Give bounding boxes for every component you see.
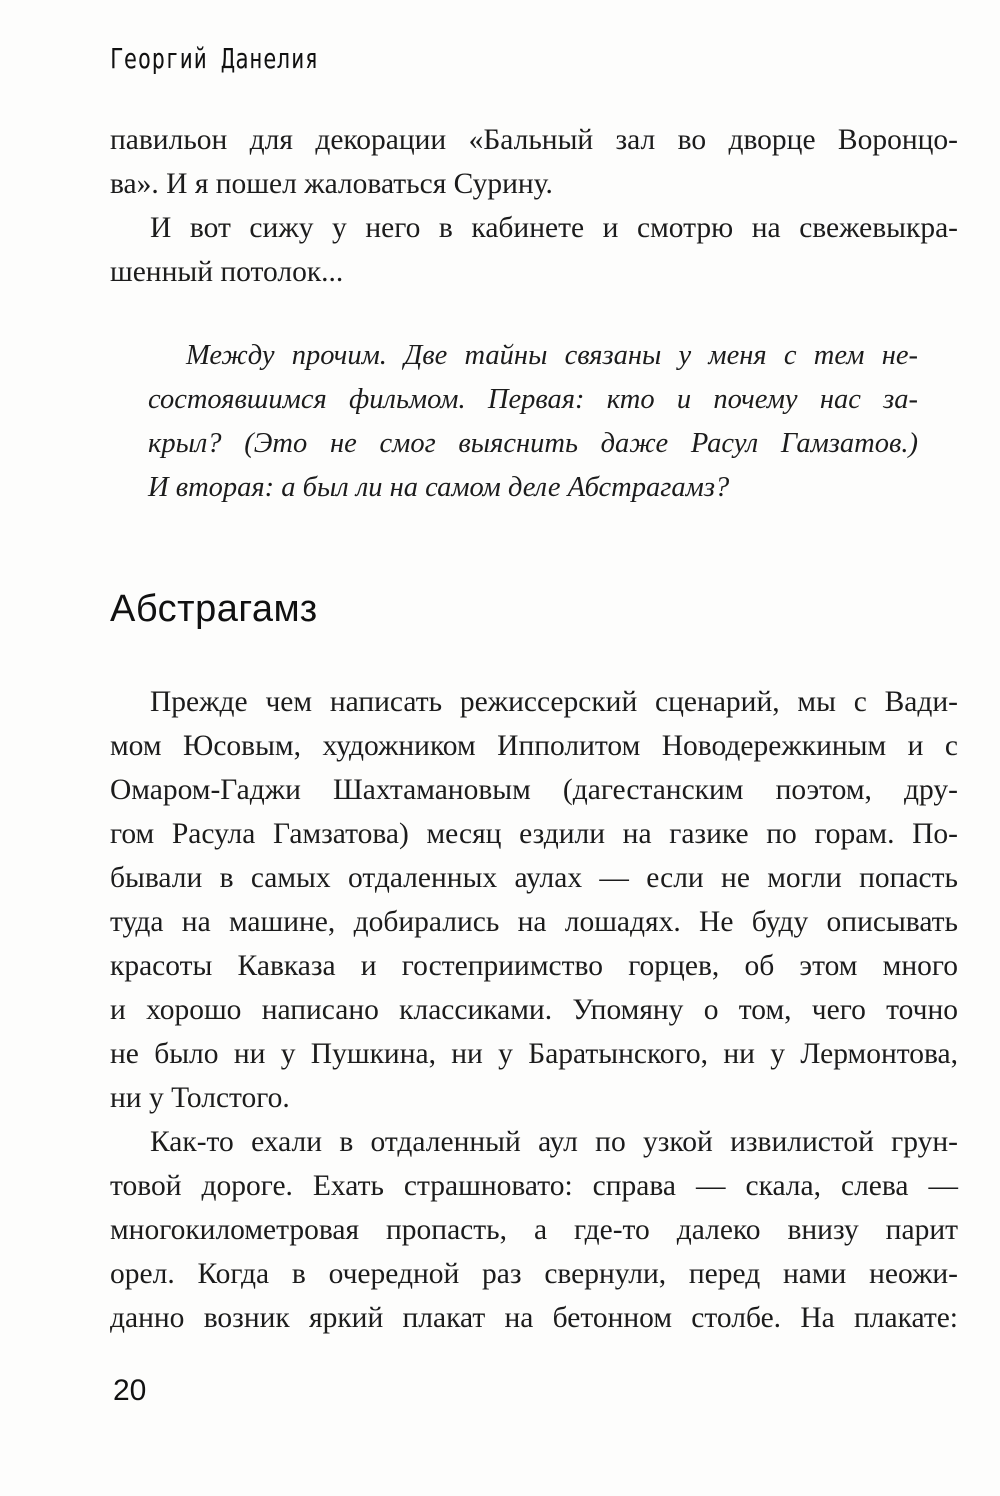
text-line: и хорошо написано классиками. Упомяну о том, чего точно [110,994,958,1026]
text-line: гом Расула Гамзатова) месяц ездили на газике по горам. По- [110,818,958,850]
text-line: Омаром-Гаджи Шахтамановым (дагестанским поэтом, дру- [110,774,958,806]
text-line: орел. Когда в очередной раз свернули, перед нами неожи- [110,1258,958,1290]
text-line: ва». И я пошел жаловаться Сурину. [110,168,553,200]
text-line: И вот сижу у него в кабинете и смотрю на свежевыкра- [150,212,958,244]
section-heading: Абстрагамз [110,588,318,630]
text-line: не было ни у Пушкина, ни у Баратынского, ни у Лермонтова, [110,1038,958,1070]
text-line: бывали в самых отдаленных аулах — если не могли попасть [110,862,958,894]
text-line: павильон для декорации «Бальный зал во дворце Воронцо- [110,124,958,156]
text-line: Прежде чем написать режиссерский сценарий, мы с Вади- [150,686,958,718]
text-line: данно возник яркий плакат на бетонном столбе. На плакате: [110,1302,958,1334]
aside-line: состоявшимся фильмом. Первая: кто и почему нас за- [148,384,918,415]
text-line: шенный потолок... [110,256,344,288]
text-line: ни у Толстого. [110,1082,290,1114]
text-line: Как-то ехали в отдаленный аул по узкой извилистой грун- [150,1126,958,1158]
text-line: товой дороге. Ехать страшновато: справа — скала, слева — [110,1170,958,1202]
text-line: туда на машине, добирались на лошадях. Не буду описывать [110,906,958,938]
page-number: 20 [113,1374,147,1407]
aside-line: Между прочим. Две тайны связаны у меня с тем не- [186,340,918,371]
text-line: многокилометровая пропасть, а где-то далеко внизу парит [110,1214,958,1246]
running-head: Георгий Данелия [110,42,319,75]
text-line: мом Юсовым, художником Ипполитом Новодережкиным и с [110,730,958,762]
aside-line: крыл? (Это не смог выяснить даже Расул Гамзатов.) [148,428,918,459]
text-line: красоты Кавказа и гостеприимство горцев, об этом много [110,950,958,982]
aside-line: И вторая: а был ли на самом деле Абстрагамз? [148,472,730,503]
